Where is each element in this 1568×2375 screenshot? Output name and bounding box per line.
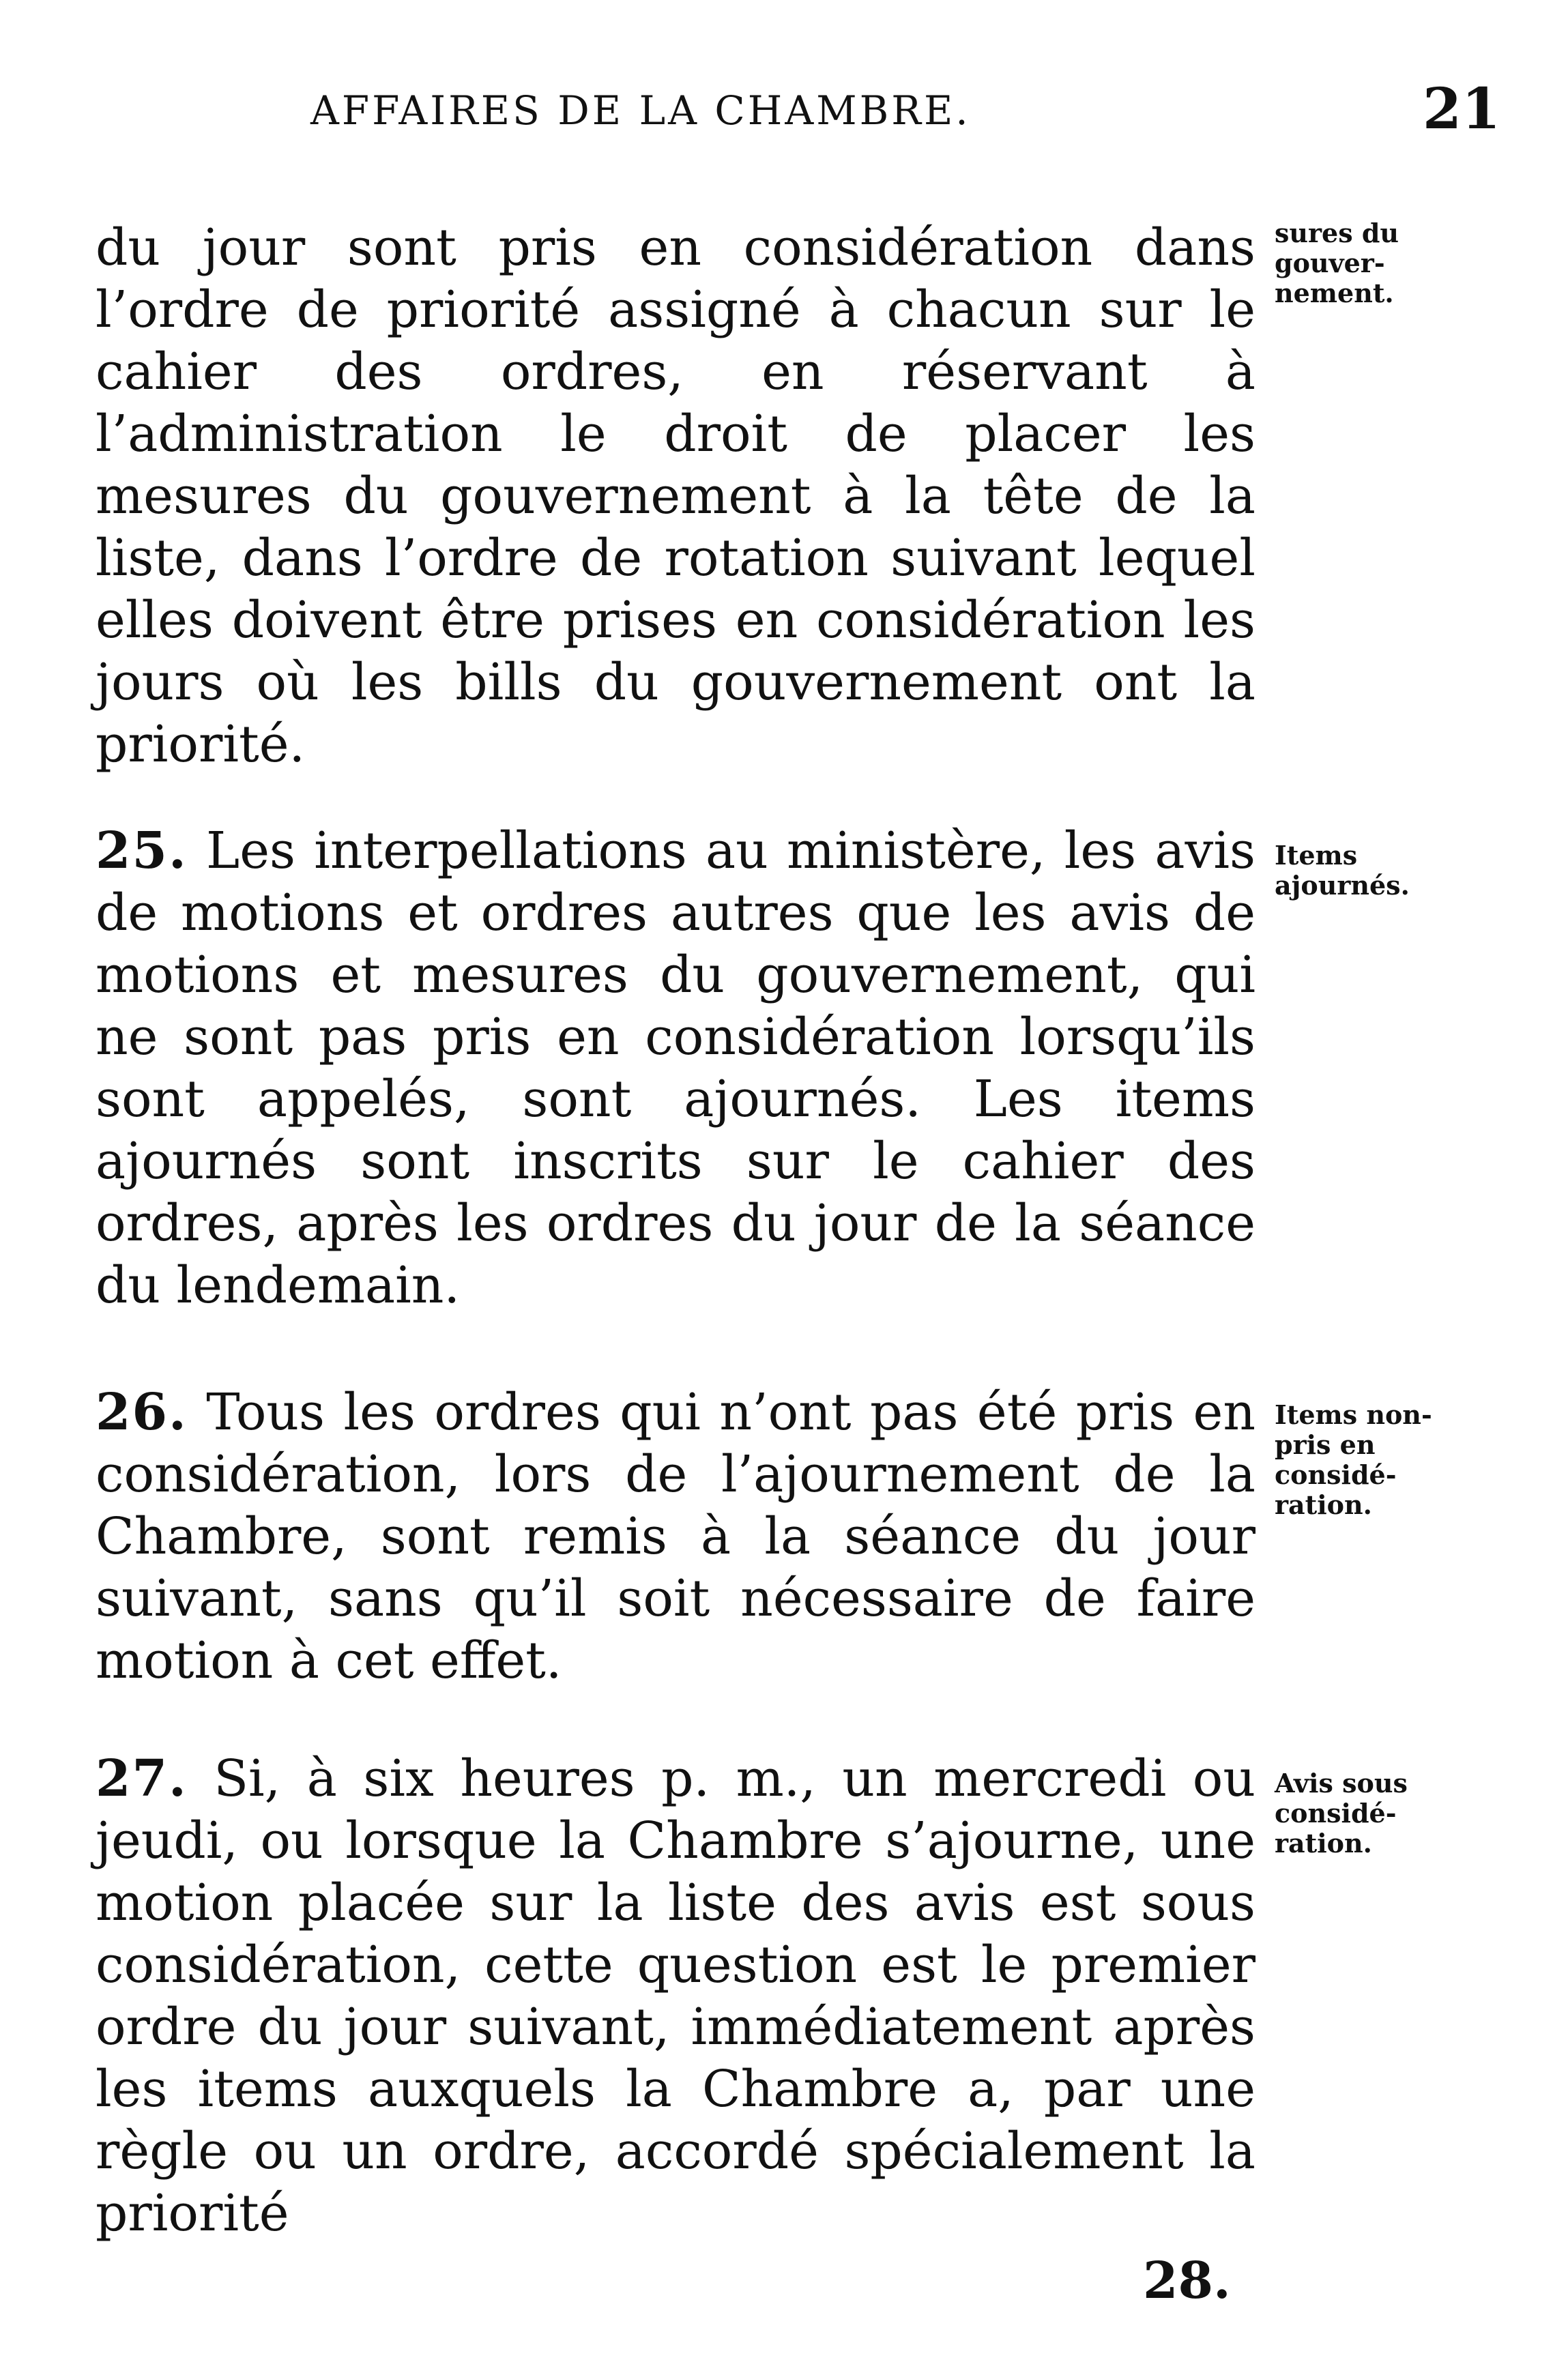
paragraph-text: Si, à six heures p. m., un mercredi ou jeudi, ou lorsque la Chambre s’ajourne, une motion placée sur la liste des avis est sous considération, cette question est le premier ordre du jour suivant, immédiatement après les items auxquels la Chambre a, par une règle ou un ordre, accordé spécialement la priorité xyxy=(96,1749,1255,2243)
article-number: 27. xyxy=(96,1749,188,1808)
paragraph-26 xyxy=(96,1382,1255,1692)
paragraph-25 xyxy=(96,820,1255,1317)
paragraph-continuation xyxy=(96,217,1255,776)
margin-note-avis: Avis sous considé- ration. xyxy=(1275,1768,1408,1859)
margin-note-mesures: sures du gouver- nement. xyxy=(1275,218,1399,308)
article-number: 26. xyxy=(96,1383,188,1442)
running-title: AFFAIRES DE LA CHAMBRE. xyxy=(310,87,971,134)
paragraph-27 xyxy=(96,1748,1255,2245)
catchword: 28. xyxy=(1143,2252,1231,2310)
margin-note-items-non-pris: Items non- pris en considé- ration. xyxy=(1275,1399,1432,1520)
article-number: 25. xyxy=(96,821,188,880)
margin-note-items-ajournes: Items ajournés. xyxy=(1275,840,1410,901)
paragraph-text: Tous les ordres qui n’ont pas été pris en considération, lors de l’ajournement de la Chambre, sont remis à la séance du jour suivant, sans qu’il soit nécessaire de faire motion à cet effet. xyxy=(96,1383,1255,1690)
paragraph-text: du jour sont pris en considération dans l’ordre de priorité assigné à chacun sur le cahier des ordres, en réservant à l’administration le droit de placer les mesures du gouvernement à la tête de la liste, dans l’ordre de rotation suivant lequel elles doivent être prises en considération les jours où les bills du gouvernement ont la priorité. xyxy=(96,218,1255,774)
paragraph-text: Les interpellations au ministère, les avis de motions et ordres autres que les avis de motions et mesures du gouvernement, qui ne sont pas pris en considération lorsqu’ils sont appelés, sont ajournés. Les items ajournés sont inscrits sur le cahier des ordres, après les ordres du jour de la séance du lendemain. xyxy=(96,821,1255,1315)
page-number: 21 xyxy=(1423,76,1501,142)
